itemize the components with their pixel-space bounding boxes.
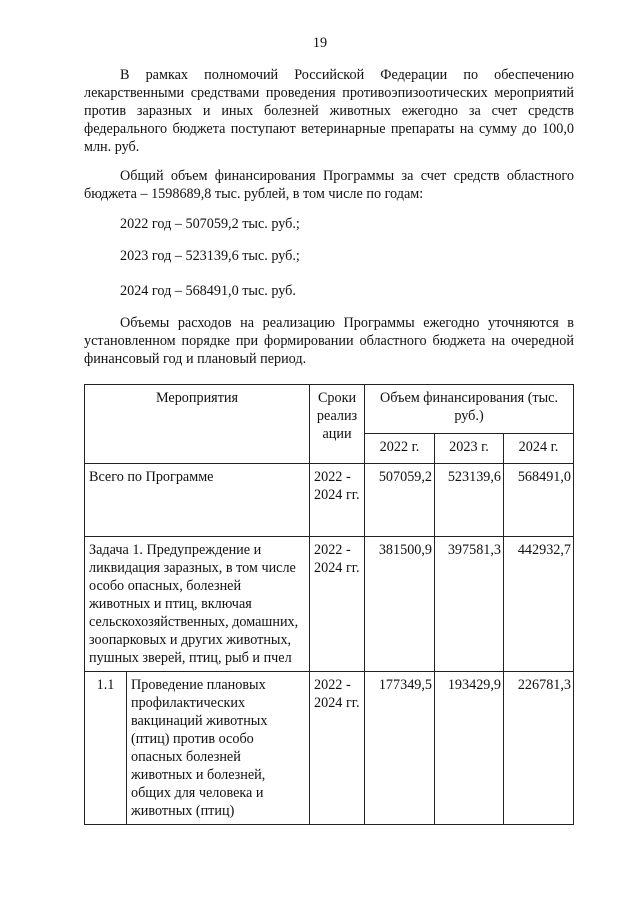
row-value-2023: 523139,6 <box>435 464 504 537</box>
row-name: Всего по Программе <box>85 464 310 537</box>
header-year-2022: 2022 г. <box>365 434 435 464</box>
header-terms: Сроки реализ ации <box>310 385 365 464</box>
funding-2022-line: 2022 год – 507059,2 тыс. руб.; <box>120 216 300 232</box>
row-name: Проведение плановых профилактических вакцинаций животных (птиц) против особо опасных болезней животных и болезней, общих для человека и животных (птиц) <box>127 672 310 825</box>
table-header-row <box>85 385 574 434</box>
table-row <box>85 464 574 537</box>
page-number: 19 <box>312 35 328 51</box>
funding-2023-line: 2023 год – 523139,6 тыс. руб.; <box>120 248 300 264</box>
row-value-2024: 442932,7 <box>504 537 574 672</box>
row-terms: 2022 - 2024 гг. <box>310 464 365 537</box>
header-activities: Мероприятия <box>85 385 310 464</box>
row-value-2023: 397581,3 <box>435 537 504 672</box>
row-value-2024: 568491,0 <box>504 464 574 537</box>
row-value-2022: 177349,5 <box>365 672 435 825</box>
row-name: Задача 1. Предупреждение и ликвидация заразных, в том числе особо опасных, болезней животных и птиц, включая сельскохозяйственных, домашних, зоопарковых и других животных, пушных зверей, птиц, рыб и пчел <box>85 537 310 672</box>
paragraph-expense-clarification: Объемы расходов на реализацию Программы ежегодно уточняются в установленном порядке при формировании областного бюджета на очередной финансовый год и плановый период. <box>84 315 574 367</box>
header-funding: Объем финансирования (тыс. руб.) <box>365 385 574 434</box>
header-year-2023: 2023 г. <box>435 434 504 464</box>
funding-2024-line: 2024 год – 568491,0 тыс. руб. <box>120 283 296 299</box>
row-value-2024: 226781,3 <box>504 672 574 825</box>
row-number: 1.1 <box>85 672 127 825</box>
table-row <box>85 537 574 672</box>
paragraph-regional-funding: Общий объем финансирования Программы за счет средств областного бюджета – 1598689,8 тыс. рублей, в том числе по годам: <box>84 168 574 202</box>
row-value-2022: 507059,2 <box>365 464 435 537</box>
row-terms: 2022 - 2024 гг. <box>310 672 365 825</box>
row-value-2022: 381500,9 <box>365 537 435 672</box>
table-row <box>85 672 574 825</box>
funding-table <box>84 384 574 825</box>
header-year-2024: 2024 г. <box>504 434 574 464</box>
row-terms: 2022 - 2024 гг. <box>310 537 365 672</box>
paragraph-federal-funding: В рамках полномочий Российской Федерации по обеспечению лекарственными средствами проведения противоэпизоотических мероприятий против заразных и иных болезней животных ежегодно за счет средств федерального бюджета поступают ветеринарные препараты на сумму до 100,0 млн. руб. <box>84 67 574 155</box>
row-value-2023: 193429,9 <box>435 672 504 825</box>
